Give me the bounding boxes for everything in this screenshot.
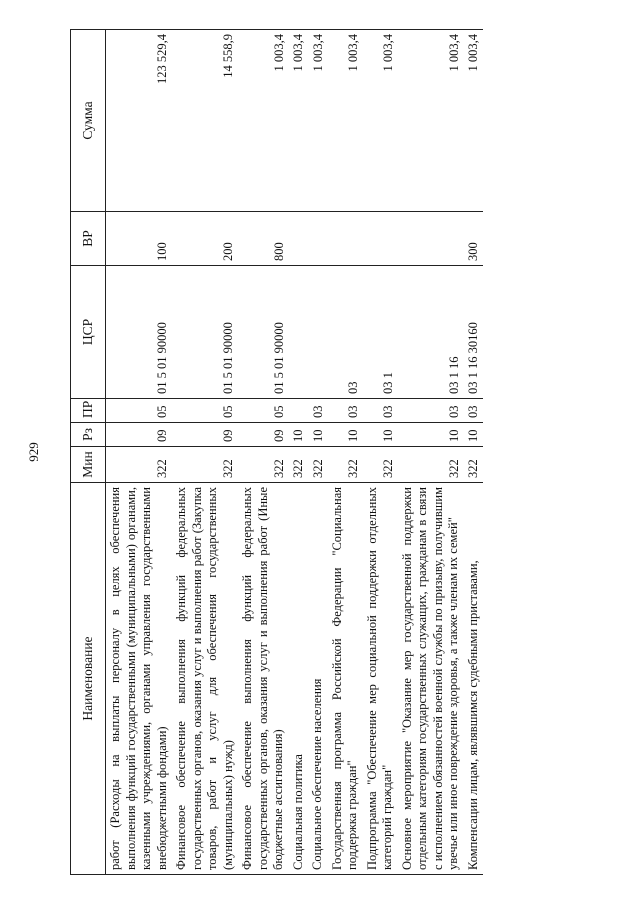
row-name: Компенсации лицам, являвшимся судебными приставами,: [464, 483, 484, 875]
row-csr: 03 1: [363, 266, 398, 399]
row-pr: 05: [106, 399, 173, 423]
row-name: Финансовое обеспечение выполнения функций федеральных государственных органов, оказания услуг и выполнения работ (Закупка товаров, работ и услуг для обеспечения государственных (муниципальных) нужд): [172, 483, 238, 875]
row-sum: 123 529,4: [106, 30, 173, 212]
row-csr: 03: [328, 266, 363, 399]
row-pr: [289, 399, 309, 423]
table-row: [106, 30, 173, 875]
row-rz: 10: [464, 423, 484, 447]
row-rz: 10: [363, 423, 398, 447]
row-min: 322: [238, 447, 289, 483]
row-sum: 1 003,4: [289, 30, 309, 212]
header-pr: ПР: [71, 399, 106, 423]
row-pr: 03: [308, 399, 328, 423]
row-sum: 1 003,4: [328, 30, 363, 212]
row-name: Государственная программа Российской Федерации "Социальная поддержка граждан": [328, 483, 363, 875]
table-row: [398, 30, 464, 875]
row-min: 322: [363, 447, 398, 483]
header-rz: Рз: [71, 423, 106, 447]
row-pr: 03: [464, 399, 484, 423]
row-vr: [289, 212, 309, 266]
row-min: 322: [308, 447, 328, 483]
table-header-row: [71, 30, 106, 875]
row-rz: 09: [172, 423, 238, 447]
row-csr: 01 5 01 90000: [172, 266, 238, 399]
row-csr: 01 5 01 90000: [238, 266, 289, 399]
row-rz: 10: [289, 423, 309, 447]
table-row: [328, 30, 363, 875]
row-sum: 1 003,4: [238, 30, 289, 212]
row-pr: 05: [238, 399, 289, 423]
row-min: 322: [328, 447, 363, 483]
row-pr: 03: [363, 399, 398, 423]
row-min: 322: [464, 447, 484, 483]
row-pr: 05: [172, 399, 238, 423]
row-vr: [363, 212, 398, 266]
row-vr: [308, 212, 328, 266]
table-row: [464, 30, 484, 875]
row-name: работ (Расходы на выплаты персоналу в целях обеспечения выполнения функций государственными (муниципальными) органами, казенными учреждениями, органами управления государственными внебюджетными фондами): [106, 483, 173, 875]
row-csr: 03 1 16: [398, 266, 464, 399]
row-rz: 09: [238, 423, 289, 447]
row-csr: 03 1 16 30160: [464, 266, 484, 399]
table-row: [172, 30, 238, 875]
row-csr: [308, 266, 328, 399]
row-vr: 300: [464, 212, 484, 266]
row-name: Социальная политика: [289, 483, 309, 875]
header-name: Наименование: [71, 483, 106, 875]
header-vr: ВР: [71, 212, 106, 266]
table-row: [289, 30, 309, 875]
row-sum: 1 003,4: [363, 30, 398, 212]
header-sum: Сумма: [71, 30, 106, 212]
row-sum: 1 003,4: [398, 30, 464, 212]
row-sum: 1 003,4: [464, 30, 484, 212]
table-row: [308, 30, 328, 875]
row-csr: [289, 266, 309, 399]
row-pr: 03: [398, 399, 464, 423]
row-vr: [398, 212, 464, 266]
row-rz: 10: [308, 423, 328, 447]
row-rz: 09: [106, 423, 173, 447]
budget-table: [70, 29, 483, 875]
header-min: Мин: [71, 447, 106, 483]
row-vr: [328, 212, 363, 266]
table-row: [363, 30, 398, 875]
row-name: Социальное обеспечение населения: [308, 483, 328, 875]
page-number: 929: [26, 442, 41, 462]
row-vr: 800: [238, 212, 289, 266]
table-row: [238, 30, 289, 875]
row-sum: 1 003,4: [308, 30, 328, 212]
row-csr: 01 5 01 90000: [106, 266, 173, 399]
row-min: 322: [398, 447, 464, 483]
row-vr: 100: [106, 212, 173, 266]
row-name: Подпрограмма "Обеспечение мер социальной поддержки отдельных категорий граждан": [363, 483, 398, 875]
row-min: 322: [289, 447, 309, 483]
row-name: Финансовое обеспечение выполнения функций федеральных государственных органов, оказания услуг и выполнения работ (Иные бюджетные ассигнования): [238, 483, 289, 875]
row-min: 322: [172, 447, 238, 483]
row-min: 322: [106, 447, 173, 483]
row-rz: 10: [328, 423, 363, 447]
row-pr: 03: [328, 399, 363, 423]
row-rz: 10: [398, 423, 464, 447]
budget-table-sheet: [70, 30, 610, 875]
row-vr: 200: [172, 212, 238, 266]
row-sum: 14 558,9: [172, 30, 238, 212]
row-name: Основное мероприятие "Оказание мер государственной поддержки отдельным категориям государственных служащих, гражданам в связи с исполнением обязанностей военной службы по призыву, получившим увечье или иное повреждение здоровья, а также членам их семей": [398, 483, 464, 875]
header-csr: ЦСР: [71, 266, 106, 399]
